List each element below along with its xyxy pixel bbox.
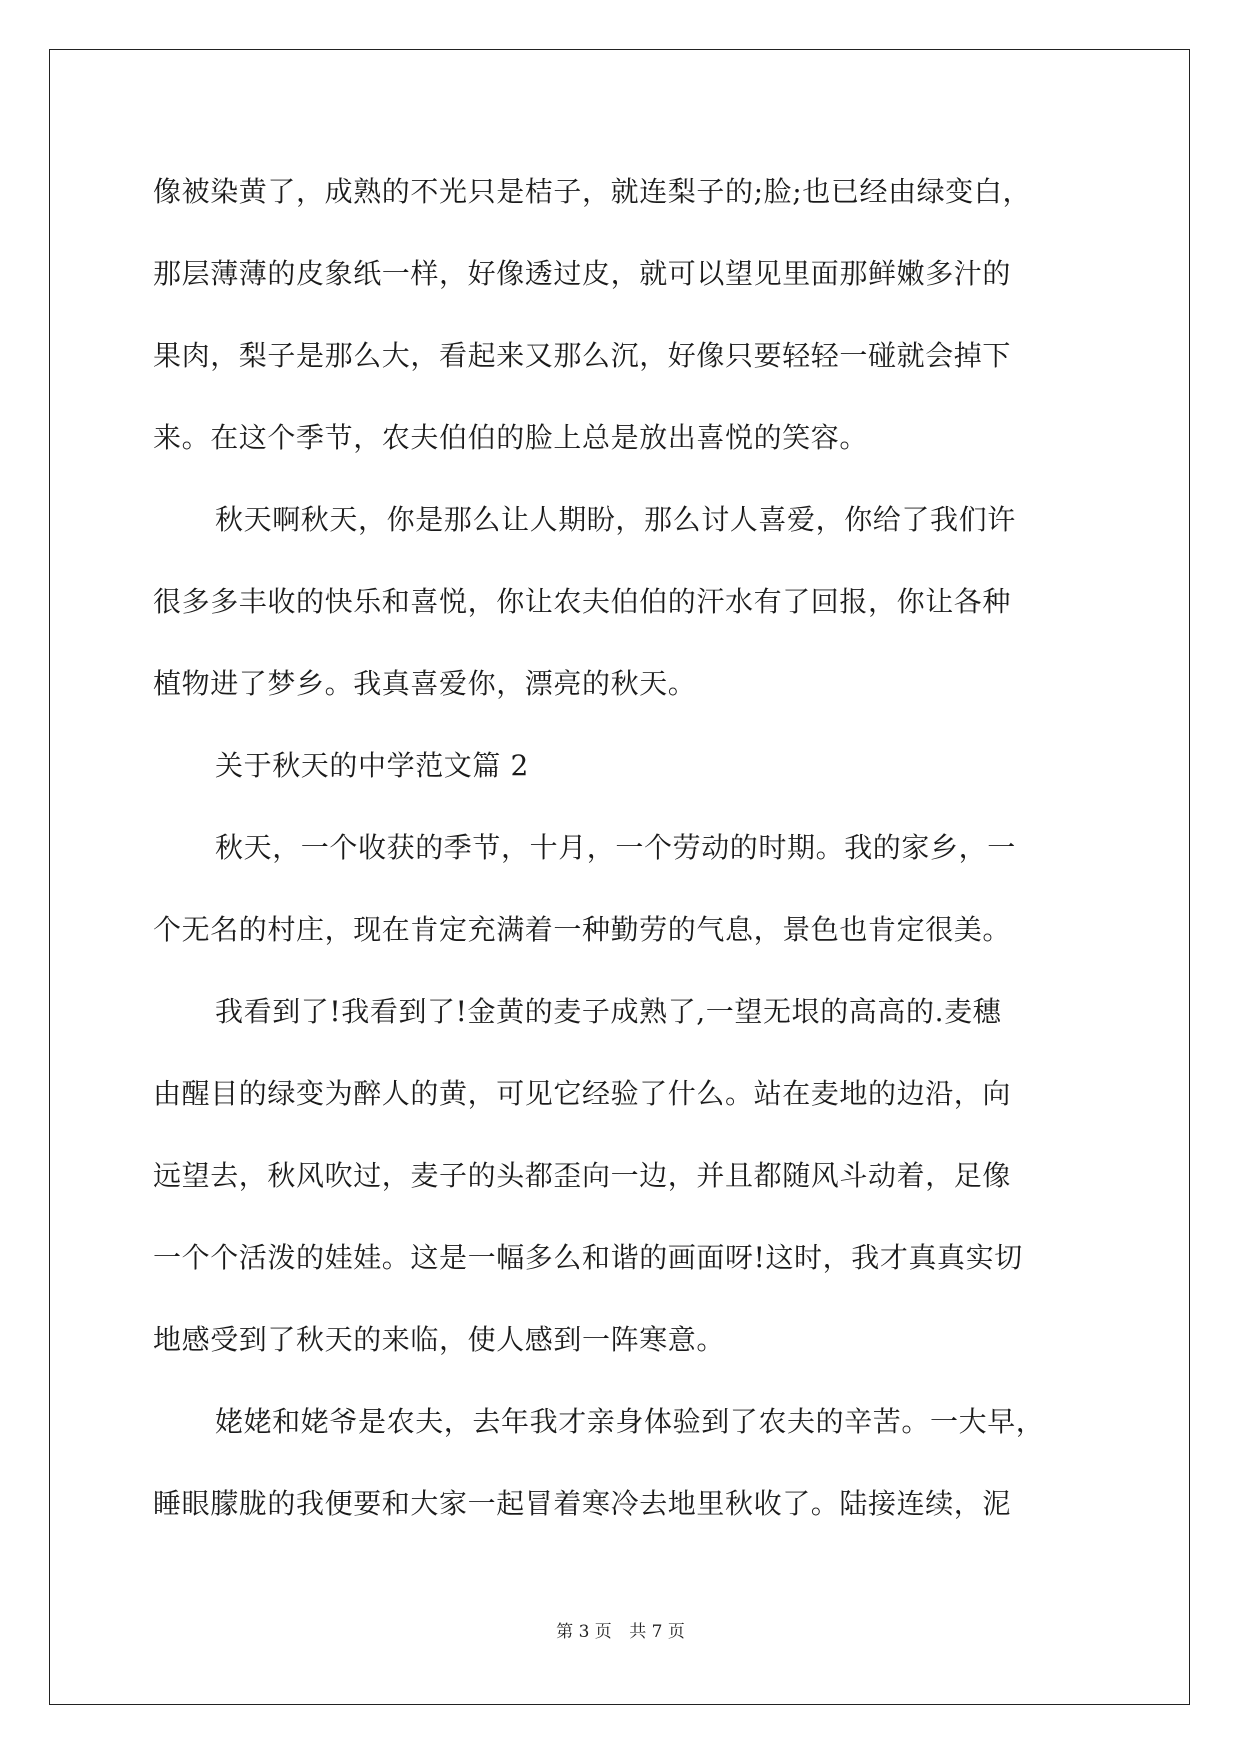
text-line-5: 秋天啊秋天，你是那么让人期盼，那么讨人喜爱，你给了我们许 — [215, 503, 1016, 536]
text-line-13: 远望去，秋风吹过，麦子的头都歪向一边，并且都随风斗动着，足像 — [153, 1159, 1012, 1192]
text-line-14: 一个个活泼的娃娃。这是一幅多么和谐的画面呀!这时，我才真真实切 — [153, 1241, 1023, 1274]
page-footer — [0, 1617, 1241, 1642]
section-heading: 关于秋天的中学范文篇 2 — [215, 749, 529, 782]
text-line-16: 姥姥和姥爷是农夫，去年我才亲身体验到了农夫的辛苦。一大早， — [215, 1405, 1045, 1438]
text-line-12: 由醒目的绿变为醉人的黄，可见它经验了什么。站在麦地的边沿，向 — [153, 1077, 1012, 1110]
text-line-7: 植物进了梦乡。我真喜爱你，漂亮的秋天。 — [153, 667, 697, 700]
total-page-count: 共 7 页 — [629, 1622, 685, 1642]
text-line-6: 很多多丰收的快乐和喜悦，你让农夫伯伯的汗水有了回报，你让各种 — [153, 585, 1012, 618]
text-line-3: 果肉，梨子是那么大，看起来又那么沉，好像只要轻轻一碰就会掉下 — [153, 339, 1012, 372]
text-line-9: 秋天，一个收获的季节，十月，一个劳动的时期。我的家乡，一 — [215, 831, 1016, 864]
text-line-10: 个无名的村庄，现在肯定充满着一种勤劳的气息，景色也肯定很美。 — [153, 913, 1012, 946]
text-line-2: 那层薄薄的皮象纸一样，好像透过皮，就可以望见里面那鲜嫩多汁的 — [153, 257, 1012, 290]
document-body — [153, 151, 1093, 1545]
text-line-17: 睡眼朦胧的我便要和大家一起冒着寒冷去地里秋收了。陆接连续，泥 — [153, 1487, 1012, 1520]
text-line-11: 我看到了!我看到了!金黄的麦子成熟了,一望无垠的高高的.麦穗 — [215, 995, 1002, 1028]
text-line-4: 来。在这个季节，农夫伯伯的脸上总是放出喜悦的笑容。 — [153, 421, 869, 454]
current-page-number: 第 3 页 — [556, 1622, 612, 1642]
text-line-1: 像被染黄了，成熟的不光只是桔子，就连梨子的;脸;也已经由绿变白， — [153, 175, 1032, 208]
text-line-15: 地感受到了秋天的来临，使人感到一阵寒意。 — [153, 1323, 726, 1356]
